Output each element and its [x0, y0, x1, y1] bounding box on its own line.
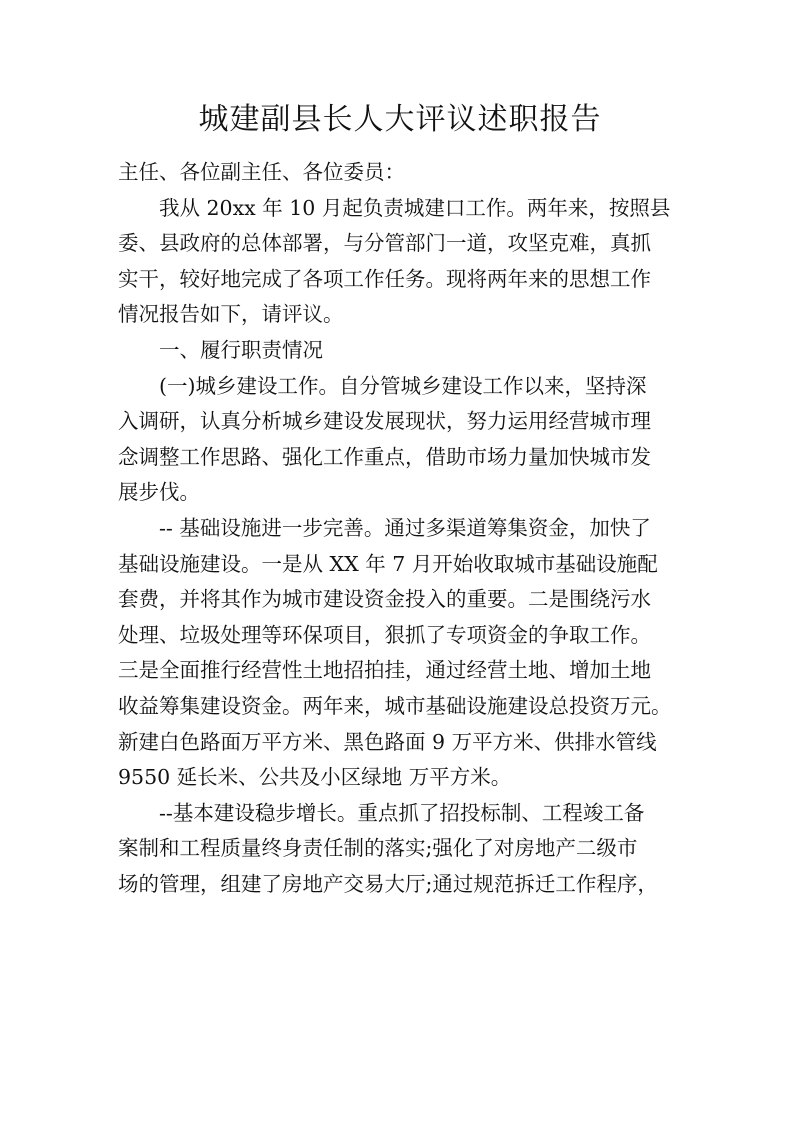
body-line: --基本建设稳步增长。重点抓了招投标制、工程竣工备 [159, 800, 645, 825]
body-line: 处理、垃圾处理等环保项目，狠抓了专项资金的争取工作。 [118, 622, 651, 647]
body-line: 基础设施建设。一是从 XX 年 7 月开始收取城市基础设施配 [118, 551, 658, 576]
body-line: 案制和工程质量终身责任制的落实;强化了对房地产二级市 [118, 836, 638, 861]
body-line: 展步伐。 [118, 480, 200, 505]
body-line: 情况报告如下，请评议。 [118, 302, 344, 327]
body-line: 9550 延长米、公共及小区绿地 万平方米。 [118, 765, 512, 790]
salutation: 主任、各位副主任、各位委员： [118, 160, 405, 184]
body-line: 实干，较好地完成了各项工作任务。现将两年来的思想工作 [118, 266, 651, 291]
body-line: (一)城乡建设工作。自分管城乡建设工作以来，坚持深 [159, 373, 647, 398]
body-line: 场的管理，组建了房地产交易大厅;通过规范拆迁工作程序， [118, 871, 658, 896]
body-line: -- 基础设施进一步完善。通过多渠道筹集资金，加快了 [159, 515, 651, 540]
body-line: 念调整工作思路、强化工作重点，借助市场力量加快城市发 [118, 444, 651, 469]
body-line: 我从 20xx 年 10 月起负责城建口工作。两年来，按照县 [159, 195, 671, 220]
body-lines [118, 191, 688, 903]
body-line: 委、县政府的总体部署，与分管部门一道，攻坚克难，真抓 [118, 231, 651, 256]
body-line: 三是全面推行经营性土地招拍挂，通过经营土地、增加土地 [118, 658, 651, 683]
body-line: 套费，并将其作为城市建设资金投入的重要。二是围绕污水 [118, 587, 651, 612]
body-line: 一、履行职责情况 [159, 337, 323, 362]
document-body [118, 155, 688, 902]
body-line: 收益筹集建设资金。两年来，城市基础设施建设总投资万元。 [118, 693, 672, 718]
body-line: 新建白色路面万平方米、黑色路面 9 万平方米、供排水管线 [118, 729, 657, 754]
body-line: 入调研，认真分析城乡建设发展现状，努力运用经营城市理 [118, 409, 651, 434]
document-title: 城建副县长人大评议述职报告 [198, 102, 602, 137]
